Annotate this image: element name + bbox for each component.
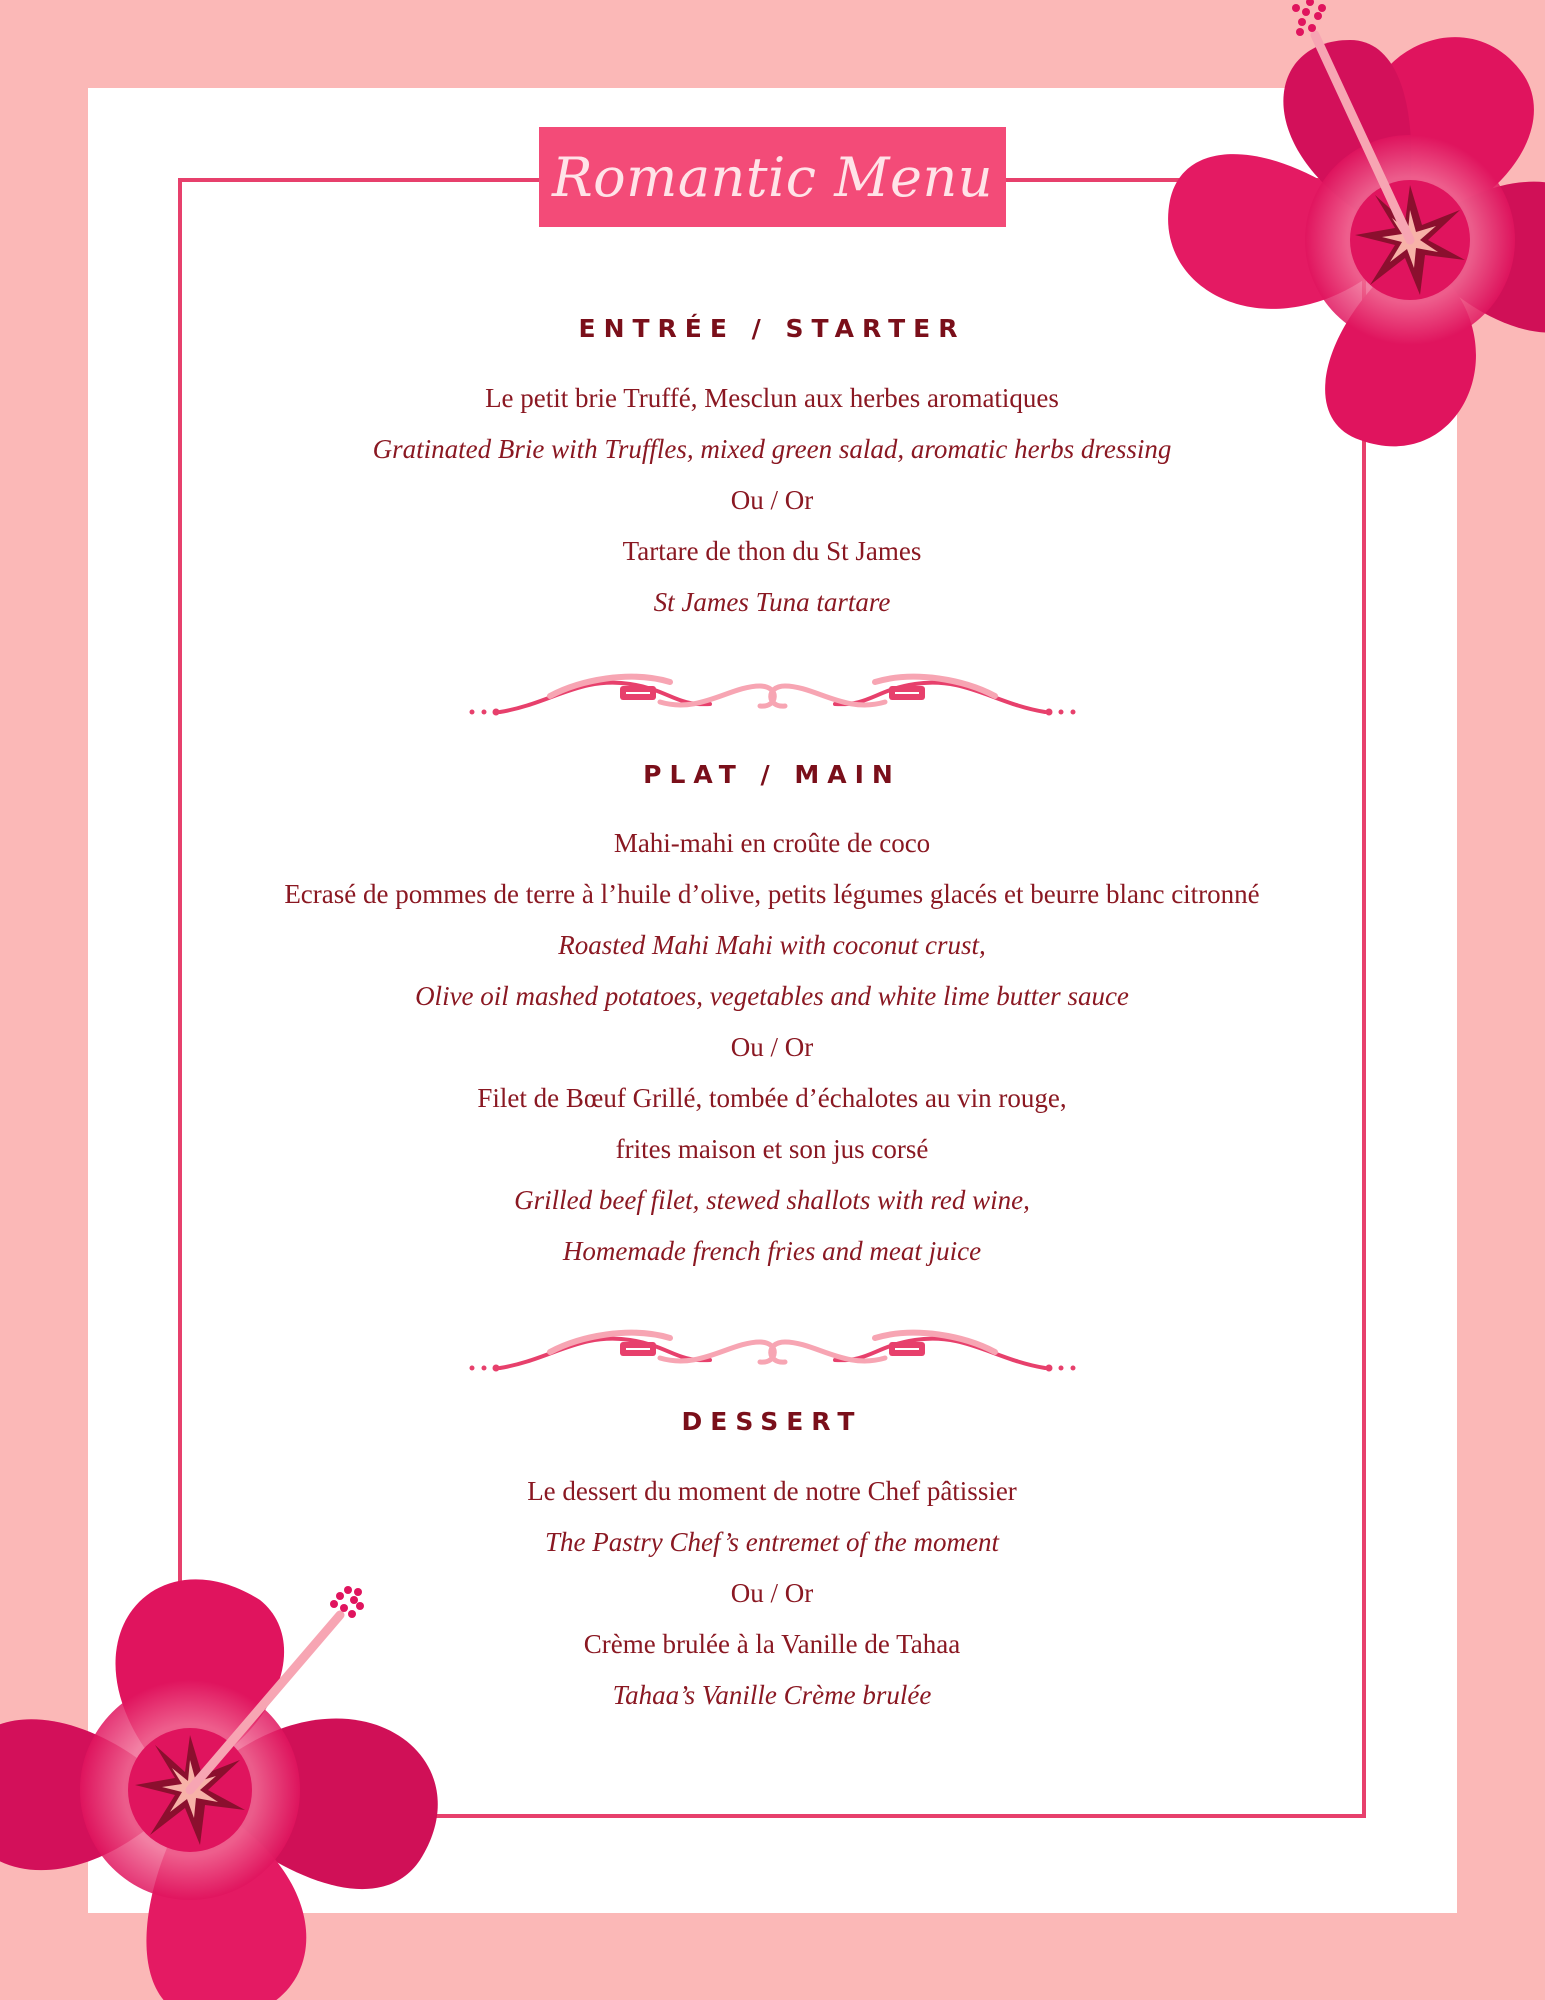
menu-line: Le dessert du moment de notre Chef pâtissier (527, 1476, 1017, 1506)
menu-line: Filet de Bœuf Grillé, tombée d’échalotes au vin rouge, (477, 1083, 1067, 1113)
menu-line: Olive oil mashed potatoes, vegetables and white lime butter sauce (415, 981, 1129, 1011)
title-banner (539, 127, 1006, 227)
ornamental-divider-icon (460, 1312, 1085, 1384)
hibiscus-icon (1130, 0, 1545, 520)
menu-line: Homemade french fries and meat juice (562, 1236, 982, 1266)
menu-line: Le petit brie Truffé, Mesclun aux herbes aromatiques (485, 383, 1059, 413)
menu-line: Ou / Or (730, 1032, 814, 1062)
section-main-items (178, 818, 1366, 1277)
menu-line: Ecrasé de pommes de terre à l’huile d’olive, petits légumes glacés et beurre blanc citronné (284, 879, 1260, 909)
section-heading-starter: ENTRÉE / STARTER (578, 314, 966, 343)
hibiscus-icon (0, 1490, 500, 2000)
menu-line: Gratinated Brie with Truffles, mixed green salad, aromatic herbs dressing (372, 434, 1172, 464)
menu-line: The Pastry Chef’s entremet of the moment (545, 1527, 999, 1557)
menu-line: St James Tuna tartare (653, 587, 891, 617)
menu-line: Roasted Mahi Mahi with coconut crust, (558, 930, 986, 960)
ornamental-divider-icon (460, 656, 1085, 728)
menu-line: Ou / Or (730, 485, 814, 515)
menu-line: Grilled beef filet, stewed shallots with red wine, (514, 1185, 1030, 1215)
menu-line: frites maison et son jus corsé (615, 1134, 929, 1164)
menu-line: Tartare de thon du St James (622, 536, 922, 566)
menu-line: Tahaa’s Vanille Crème brulée (612, 1680, 932, 1710)
menu-line: Mahi-mahi en croûte de coco (613, 828, 931, 858)
menu-title: Romantic Menu (551, 145, 994, 209)
menu-line: Ou / Or (730, 1578, 814, 1608)
section-heading-main: PLAT / MAIN (643, 760, 901, 789)
menu-line: Crème brulée à la Vanille de Tahaa (583, 1629, 961, 1659)
section-heading-dessert: DESSERT (681, 1407, 863, 1436)
